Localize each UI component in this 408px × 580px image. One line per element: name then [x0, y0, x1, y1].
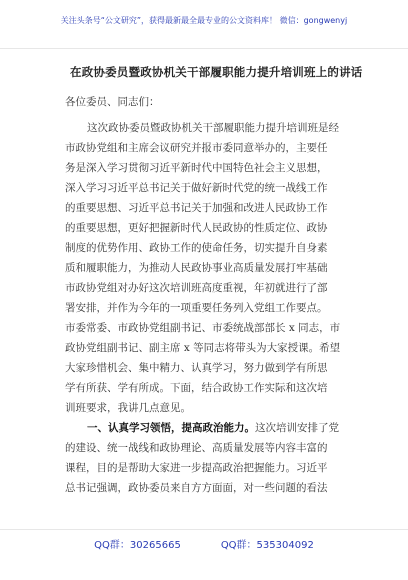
body-line: 市政协党组对办好这次培训班高度重视，年初就进行了部	[65, 282, 328, 294]
body-line: 质和履职能力，为推动人民政协事业高质量发展打牢基础	[65, 262, 328, 274]
section-1-first-line	[65, 418, 365, 438]
footer-divider	[0, 529, 408, 530]
body-line: 制度的优势作用、政协工作的使命任务，切实提升自身素	[65, 242, 328, 254]
footer	[0, 536, 408, 551]
body-line: 署安排，并作为今年的一项重要任务列入党组工作要点。	[65, 302, 328, 314]
body-line: 深入学习习近平总书记关于做好新时代党的统一战线工作	[65, 182, 328, 194]
body-line: 这次政协委员暨政协机关干部履职能力提升培训班是经	[87, 122, 339, 134]
body-line: 学有所获、学有所成。下面，结合政协工作实际和这次培	[65, 382, 328, 394]
footer-qq-group-2[interactable]: QQ群：535304092	[220, 540, 314, 551]
document-body	[65, 118, 365, 498]
body-line: 的重要思想、习近平总书记关于加强和改进人民政协工作	[65, 202, 328, 214]
header-banner[interactable]	[0, 0, 408, 40]
footer-qq-group-1[interactable]: QQ群：30265665	[94, 540, 181, 551]
body-line: 政协党组副书记、副主席 x 等同志将带头为大家授课。希望	[65, 342, 341, 354]
body-line: 市政协党组和主席会议研究并报市委同意举办的，主要任	[65, 142, 328, 154]
section-1-heading: 一、认真学习领悟，提高政治能力。	[87, 422, 255, 434]
body-line: 的建设、统一战线和政协理论、高质量发展等内容丰富的	[65, 442, 328, 454]
body-line: 大家珍惜机会、集中精力、认真学习，努力做到学有所思	[65, 362, 328, 374]
header-banner-text: 关注头条号“公文研究”，获得最新最全最专业的公文资料库！ 微信：gongwenyj	[60, 15, 348, 25]
body-line: 训班要求，我讲几点意见。	[65, 402, 191, 414]
document-title: 在政协委员暨政协机关干部履职能力提升培训班上的讲话	[70, 65, 363, 79]
body-line: 市委常委、市政协党组副书记、市委统战部部长 x 同志，市	[65, 322, 341, 334]
header-divider	[0, 48, 408, 49]
body-line: 的重要思想，更好把握新时代人民政协的性质定位、政协	[65, 222, 328, 234]
section-1-text: 这次培训安排了党	[255, 422, 339, 434]
body-line: 总书记强调，政协委员来自方方面面，对一些问题的看法	[65, 482, 328, 494]
body-line: 课程，目的是帮助大家进一步提高政治把握能力。习近平	[65, 462, 328, 474]
salutation: 各位委员、同志们：	[65, 96, 160, 108]
body-line: 务是深入学习贯彻习近平新时代中国特色社会主义思想，	[65, 162, 328, 174]
